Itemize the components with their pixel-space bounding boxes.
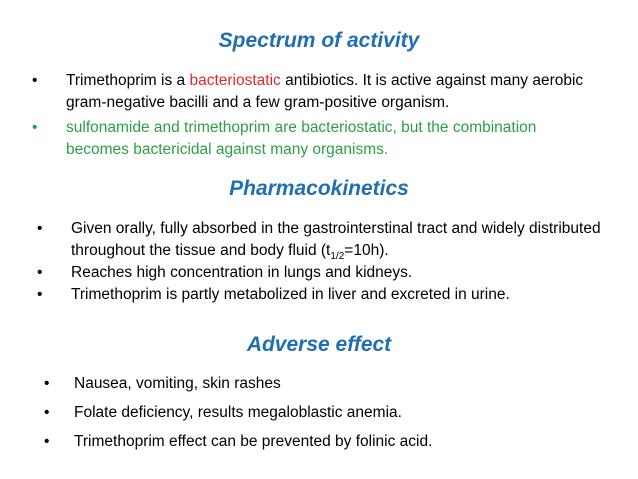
list-item <box>44 369 604 398</box>
bullet-icon: • <box>44 375 50 392</box>
list-item <box>37 218 612 262</box>
list-item <box>32 117 592 161</box>
heading-adverse-effect: Adverse effect <box>246 333 392 356</box>
list-item-text: Nausea, vomiting, skin rashes <box>74 375 281 392</box>
list-item <box>44 398 604 427</box>
list-item-text: Given orally, fully absorbed in the gastrointerstinal tract and widely distributed throughout the tissue and body fluid (t <box>71 220 601 259</box>
list-item-text: sulfonamide and trimethoprim are bacteriostatic, but the combination becomes bactericidal against many organisms. <box>66 119 537 158</box>
pharmacokinetics-list <box>37 218 612 306</box>
list-item-text: antibiotics. It is active against many aerobic gram-negative bacilli and a few gram-positive organism. <box>66 72 584 111</box>
bullet-icon: • <box>37 264 43 281</box>
list-item-text: Trimethoprim effect can be prevented by folinic acid. <box>74 433 433 450</box>
list-item <box>32 70 592 114</box>
list-item <box>44 427 604 456</box>
bullet-icon: • <box>32 72 38 89</box>
bullet-icon: • <box>32 119 38 136</box>
half-life-subscript: 1/2 <box>330 251 345 263</box>
list-item <box>37 262 612 284</box>
heading-pharmacokinetics: Pharmacokinetics <box>229 177 409 200</box>
list-item-text: =10h). <box>344 242 389 259</box>
heading-spectrum-of-activity: Spectrum of activity <box>218 29 420 52</box>
list-item-text: Trimethoprim is partly metabolized in liver and excreted in urine. <box>71 286 510 303</box>
highlighted-term: bacteriostatic <box>189 72 281 89</box>
list-item <box>37 284 612 306</box>
bullet-icon: • <box>44 404 50 421</box>
spectrum-list <box>32 70 592 161</box>
bullet-icon: • <box>37 220 43 237</box>
bullet-icon: • <box>44 433 50 450</box>
bullet-icon: • <box>37 286 43 303</box>
list-item-text: Reaches high concentration in lungs and kidneys. <box>71 264 413 281</box>
list-item-text: Folate deficiency, results megaloblastic anemia. <box>74 404 402 421</box>
list-item-text: Trimethoprim is a <box>66 72 190 89</box>
adverse-effect-list <box>44 369 604 456</box>
